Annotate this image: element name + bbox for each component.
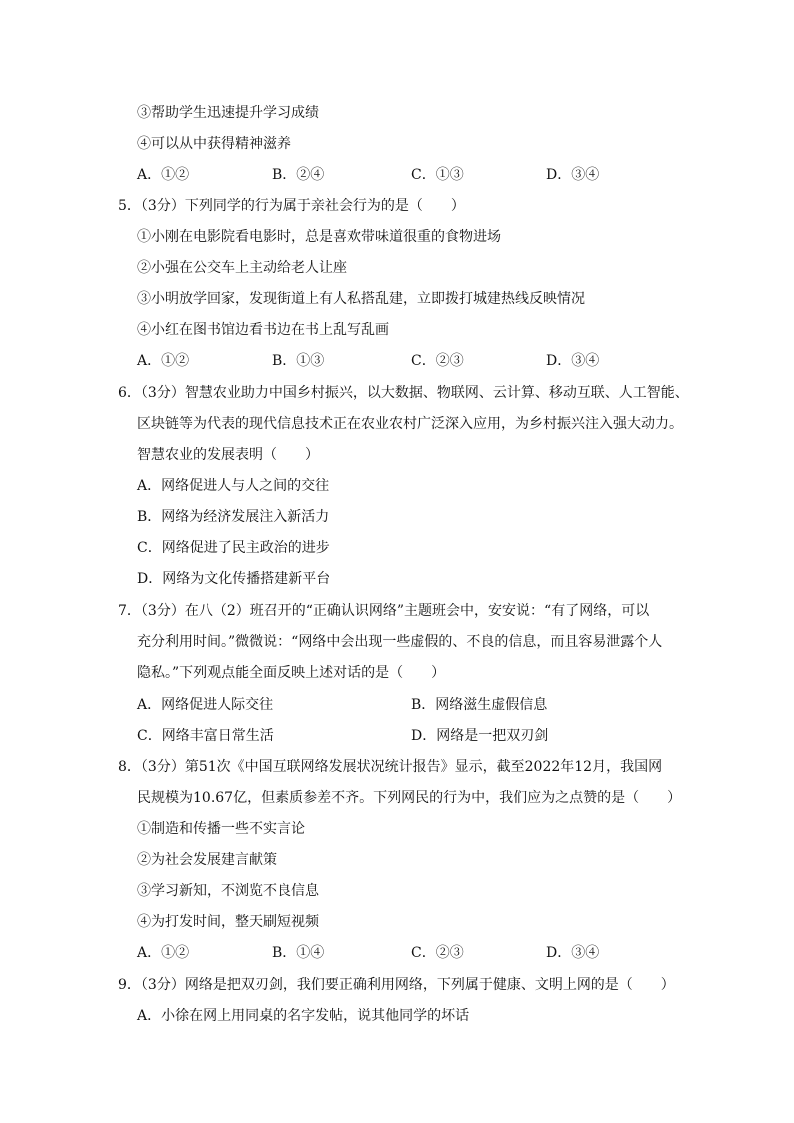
q8-option-c: C．②③ — [411, 945, 464, 961]
q6-option-a: A．网络促进人与人之间的交往 — [137, 478, 330, 494]
q5-statement-4: ④小红在图书馆边看书边在书上乱写乱画 — [137, 322, 389, 338]
q5-option-c: C．②③ — [411, 353, 464, 369]
q8-statement-1: ①制造和传播一些不实言论 — [137, 821, 305, 837]
q5-option-b: B．①③ — [272, 353, 325, 369]
option-d: D．③④ — [546, 167, 600, 183]
q6-option-c: C．网络促进了民主政治的进步 — [137, 540, 330, 556]
question-9-stem: 9．（3分）网络是把双刃剑，我们要正确利用网络，下列属于健康、文明上网的是（ ） — [118, 977, 675, 993]
question-7-stem-line-3: 隐私。”下列观点能全面反映上述对话的是（ ） — [137, 665, 446, 681]
q8-statement-2: ②为社会发展建言献策 — [137, 852, 277, 868]
q8-statement-4: ④为打发时间，整天刷短视频 — [137, 914, 319, 930]
question-7-stem-line-1: 7．（3分）在八（2）班召开的“正确认识网络”主题班会中，安安说：“有了网络，可以 — [118, 603, 650, 619]
question-6-stem-line-2: 区块链等为代表的现代信息技术正在农业农村广泛深入应用，为乡村振兴注入强大动力。 — [137, 416, 683, 432]
q5-statement-3: ③小明放学回家，发现街道上有人私搭乱建，立即拨打城建热线反映情况 — [137, 291, 585, 307]
question-5-stem: 5．（3分）下列同学的行为属于亲社会行为的是（ ） — [118, 198, 465, 214]
q8-option-a: A．①② — [137, 945, 190, 961]
question-6-stem-line-3: 智慧农业的发展表明（ ） — [137, 447, 319, 463]
question-6-stem-line-1: 6．（3分）智慧农业助力中国乡村振兴，以大数据、物联网、云计算、移动互联、人工智能、 — [118, 385, 689, 401]
q5-statement-1: ①小刚在电影院看电影时，总是喜欢带味道很重的食物进场 — [137, 229, 501, 245]
q6-option-d: D．网络为文化传播搭建新平台 — [137, 571, 331, 587]
q5-statement-2: ②小强在公交车上主动给老人让座 — [137, 260, 347, 276]
option-a: A．①② — [137, 167, 190, 183]
q5-option-a: A．①② — [137, 353, 190, 369]
q6-option-b: B．网络为经济发展注入新活力 — [137, 509, 330, 525]
option-c: C．①③ — [411, 167, 464, 183]
option-b: B．②④ — [272, 167, 325, 183]
q7-option-c: C．网络丰富日常生活 — [137, 728, 274, 744]
q8-option-d: D．③④ — [546, 945, 600, 961]
q7-option-a: A．网络促进人际交往 — [137, 697, 274, 713]
q5-option-d: D．③④ — [546, 353, 600, 369]
q9-option-a: A．小徐在网上用同桌的名字发帖，说其他同学的坏话 — [137, 1008, 470, 1024]
q8-option-b: B．①④ — [272, 945, 325, 961]
statement-4: ④可以从中获得精神滋养 — [137, 136, 291, 152]
question-8-stem-line-2: 民规模为10.67亿，但素质参差不齐。下列网民的行为中，我们应为之点赞的是（ ） — [137, 790, 682, 806]
question-7-stem-line-2: 充分利用时间。”微微说：“网络中会出现一些虚假的、不良的信息，而且容易泄露个人 — [137, 634, 663, 650]
q7-option-b: B．网络滋生虚假信息 — [411, 697, 548, 713]
question-8-stem-line-1: 8．（3分）第51次《中国互联网络发展状况统计报告》显示，截至2022年12月，我国网 — [118, 759, 663, 775]
q7-option-d: D．网络是一把双刃剑 — [411, 728, 549, 744]
q8-statement-3: ③学习新知，不浏览不良信息 — [137, 883, 319, 899]
statement-3: ③帮助学生迅速提升学习成绩 — [137, 105, 319, 121]
